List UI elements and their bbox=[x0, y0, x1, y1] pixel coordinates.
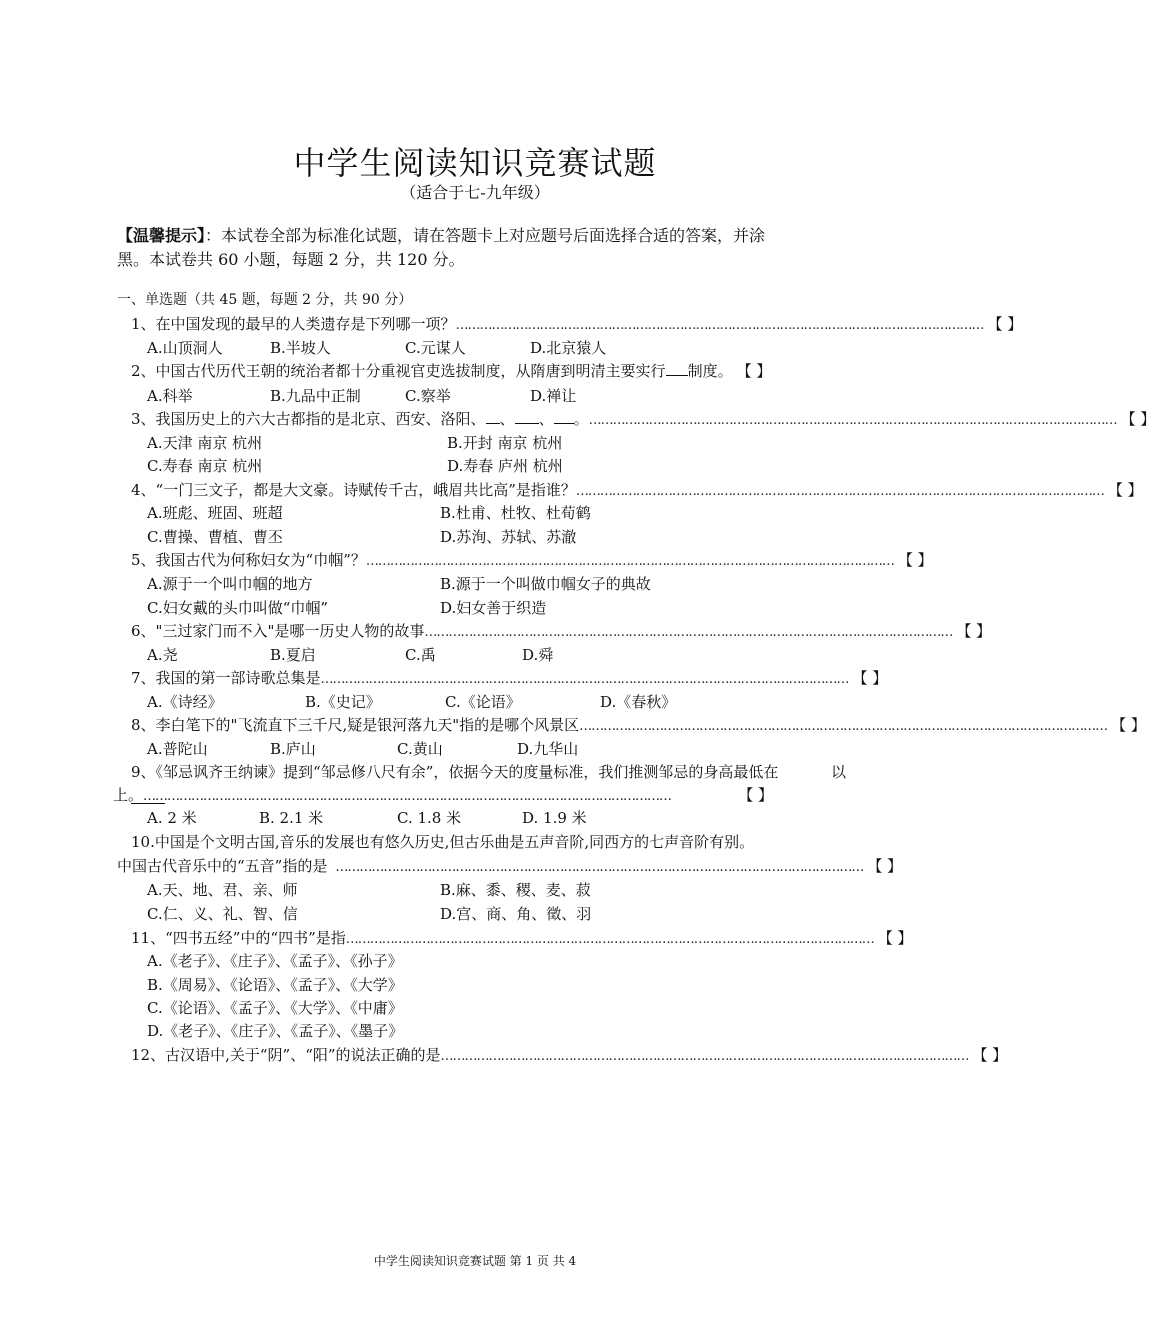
leader-dots: …………………………………………………………………………………………………………………… bbox=[345, 932, 874, 947]
question-2 bbox=[131, 360, 836, 381]
q11-option-a: A.《老子》、《庄子》、《孟子》、《孙子》 bbox=[147, 952, 403, 970]
notice-text-1: ：本试卷全部为标准化试题，请在答题卡上对应题号后面选择合适的答案，并涂 bbox=[205, 226, 766, 245]
q11-option-d: D.《老子》、《庄子》、《孟子》、《墨子》 bbox=[147, 1022, 404, 1040]
q8-option-c: C.黄山 bbox=[397, 740, 443, 758]
notice-text-2: 黑。本试卷共 60 小题，每题 2 分，共 120 分。 bbox=[117, 250, 465, 269]
q7-option-b: B.《史记》 bbox=[305, 693, 381, 711]
q5-option-c: C.妇女戴的头巾叫做“巾帼” bbox=[147, 599, 329, 617]
question-11 bbox=[131, 927, 913, 948]
question-9-text: 9、《邹忌讽齐王纳谏》提到“邹忌修八尺有余”，依据今天的度量标准，我们推测邹忌的身高最低在 bbox=[131, 763, 779, 781]
question-2-text-main: 2、中国古代历代王朝的统治者都十分重视官吏选拔制度，从隋唐到明清主要实行 bbox=[131, 362, 666, 380]
question-1-text: 1、在中国发现的最早的人类遗存是下列哪一项？ bbox=[131, 315, 456, 333]
question-3-sep: 、 bbox=[499, 410, 515, 428]
fill-blank bbox=[486, 409, 500, 424]
q6-option-a: A.尧 bbox=[147, 646, 178, 664]
q3-option-b: B.开封 南京 杭州 bbox=[447, 434, 563, 452]
answer-bracket: 【 】 bbox=[956, 622, 992, 640]
answer-bracket: 【 】 bbox=[897, 551, 933, 569]
question-8 bbox=[131, 714, 1146, 735]
q7-option-d: D.《春秋》 bbox=[600, 693, 677, 711]
answer-bracket: 【 】 bbox=[1107, 481, 1143, 499]
page-footer: 中学生阅读知识竞赛试题 第 1 页 共 4 bbox=[373, 1254, 577, 1268]
page-title: 中学生阅读知识竞赛试题 bbox=[293, 144, 657, 182]
q9-option-d: D. 1.9 米 bbox=[522, 809, 587, 827]
fill-blank bbox=[666, 361, 688, 376]
leader-dots: …………………………………………………………………………………………………………………… bbox=[588, 413, 1117, 428]
question-9-text-end: 以 bbox=[830, 763, 846, 781]
question-9-line-2-text: 上。 bbox=[113, 786, 144, 804]
q9-option-b: B. 2.1 米 bbox=[259, 809, 324, 827]
answer-bracket: 【 】 bbox=[1120, 410, 1155, 428]
answer-bracket: 【 】 bbox=[738, 786, 773, 804]
q1-option-b: B.半坡人 bbox=[270, 339, 331, 357]
q3-option-d: D.寿春 庐州 杭州 bbox=[447, 457, 563, 475]
question-10-line-2-text: 中国古代音乐中的“五音”指的是 bbox=[117, 857, 328, 875]
question-2-text-after: 制度。 bbox=[687, 362, 733, 380]
question-10: 10.中国是个文明古国,音乐的发展也有悠久历史,但古乐曲是五声音阶,同西方的七声音阶有别。 bbox=[131, 833, 755, 851]
section-heading: 一、单选题（共 45 题，每题 2 分，共 90 分） bbox=[117, 292, 413, 308]
leader-dots: …………………………………………………………………………………………………………………… bbox=[365, 554, 894, 569]
question-12-text: 12、古汉语中,关于“阴”、“阳”的说法正确的是 bbox=[131, 1046, 441, 1064]
question-1 bbox=[131, 313, 1023, 334]
leader-dots: …………………………………………………………………………………………………………………… bbox=[579, 719, 1108, 734]
q9-option-c: C. 1.8 米 bbox=[397, 809, 462, 827]
question-9-line-2 bbox=[113, 784, 773, 805]
leader-dots: …………………………………………………………………………………………………………………… bbox=[320, 672, 849, 687]
q2-option-a: A.科举 bbox=[147, 387, 193, 405]
q10-option-c: C.仁、义、礼、智、信 bbox=[147, 905, 298, 923]
question-6-text: 6、"三过家门而不入"是哪一历史人物的故事 bbox=[131, 622, 425, 640]
question-10-line-2 bbox=[117, 855, 903, 876]
q8-option-a: A.普陀山 bbox=[147, 740, 208, 758]
notice-label: 【温馨提示】 bbox=[117, 226, 206, 245]
leader-dots: …………………………………………………………………………………………………………………… bbox=[424, 625, 953, 640]
question-8-text: 8、李白笔下的"飞流直下三千尺,疑是银河落九天"指的是哪个风景区 bbox=[131, 716, 580, 734]
answer-bracket: 【 】 bbox=[736, 362, 772, 380]
answer-bracket: 【 】 bbox=[877, 929, 913, 947]
question-4 bbox=[131, 479, 1143, 500]
q5-option-d: D.妇女善于织造 bbox=[440, 599, 547, 617]
q4-option-d: D.苏洵、苏轼、苏澈 bbox=[440, 528, 577, 546]
q8-option-b: B.庐山 bbox=[270, 740, 316, 758]
answer-bracket: 【 】 bbox=[972, 1046, 1008, 1064]
question-5 bbox=[131, 549, 933, 570]
fill-blank bbox=[515, 409, 539, 424]
q11-option-c: C.《论语》、《孟子》、《大学》、《中庸》 bbox=[147, 999, 403, 1017]
page-subtitle: （适合于七-九年级） bbox=[400, 183, 550, 202]
question-3-text bbox=[131, 408, 589, 429]
answer-bracket: 【 】 bbox=[852, 669, 888, 687]
q5-option-a: A.源于一个叫巾帼的地方 bbox=[147, 575, 313, 593]
question-3-end: 。 bbox=[573, 410, 589, 428]
q7-option-a: A.《诗经》 bbox=[147, 693, 223, 711]
q8-option-d: D.九华山 bbox=[517, 740, 579, 758]
question-3-sep: 、 bbox=[538, 410, 554, 428]
question-7 bbox=[131, 667, 888, 688]
q11-option-b: B.《周易》、《论语》、《孟子》、《大学》 bbox=[147, 976, 403, 994]
q6-option-b: B.夏启 bbox=[270, 646, 316, 664]
question-11-text: 11、“四书五经”中的“四书”是指 bbox=[131, 929, 346, 947]
q10-option-a: A.天、地、君、亲、师 bbox=[147, 881, 298, 899]
q3-option-a: A.天津 南京 杭州 bbox=[147, 434, 263, 452]
q4-option-c: C.曹操、曹植、曹丕 bbox=[147, 528, 283, 546]
q9-option-a: A. 2 米 bbox=[147, 809, 197, 827]
question-12 bbox=[131, 1044, 1008, 1065]
question-7-text: 7、我国的第一部诗歌总集是 bbox=[131, 669, 321, 687]
question-4-text: 4、“一门三文子，都是大文豪。诗赋传千古，峨眉共比高”是指谁？ bbox=[131, 481, 576, 499]
fill-blank bbox=[554, 409, 574, 424]
leader-dots: …………………………………………………………………………………………………………………… bbox=[143, 789, 672, 804]
question-2-text bbox=[131, 360, 733, 381]
answer-bracket: 【 】 bbox=[867, 857, 903, 875]
q7-option-c: C.《论语》 bbox=[445, 693, 521, 711]
q4-option-b: B.杜甫、杜牧、杜荀鹤 bbox=[440, 504, 591, 522]
question-9 bbox=[131, 761, 846, 782]
leader-dots: …………………………………………………………………………………………………………………… bbox=[455, 318, 984, 333]
q3-option-c: C.寿春 南京 杭州 bbox=[147, 457, 263, 475]
leader-dots: …………………………………………………………………………………………………………………… bbox=[575, 484, 1104, 499]
q10-option-d: D.宫、商、角、徵、羽 bbox=[440, 905, 592, 923]
question-5-text: 5、我国古代为何称妇女为“巾帼”？ bbox=[131, 551, 366, 569]
answer-bracket: 【 】 bbox=[987, 315, 1023, 333]
q2-option-d: D.禅让 bbox=[530, 387, 577, 405]
q2-option-b: B.九品中正制 bbox=[270, 387, 361, 405]
answer-bracket: 【 】 bbox=[1111, 716, 1146, 734]
question-6 bbox=[131, 620, 992, 641]
leader-dots: …………………………………………………………………………………………………………………… bbox=[335, 860, 864, 875]
q1-option-d: D.北京猿人 bbox=[530, 339, 607, 357]
q2-option-c: C.察举 bbox=[405, 387, 451, 405]
q1-option-a: A.山顶洞人 bbox=[147, 339, 223, 357]
q1-option-c: C.元谋人 bbox=[405, 339, 466, 357]
q10-option-b: B.麻、黍、稷、麦、菽 bbox=[440, 881, 591, 899]
notice-box bbox=[117, 224, 837, 272]
question-3-text-main: 3、我国历史上的六大古都指的是北京、西安、洛阳、 bbox=[131, 410, 486, 428]
question-3 bbox=[131, 408, 1155, 429]
fill-blank bbox=[131, 803, 165, 804]
q5-option-b: B.源于一个叫做巾帼女子的典故 bbox=[440, 575, 651, 593]
leader-dots: …………………………………………………………………………………………………………………… bbox=[440, 1049, 969, 1064]
q6-option-c: C.禹 bbox=[405, 646, 436, 664]
q4-option-a: A.班彪、班固、班超 bbox=[147, 504, 283, 522]
q6-option-d: D.舜 bbox=[522, 646, 554, 664]
